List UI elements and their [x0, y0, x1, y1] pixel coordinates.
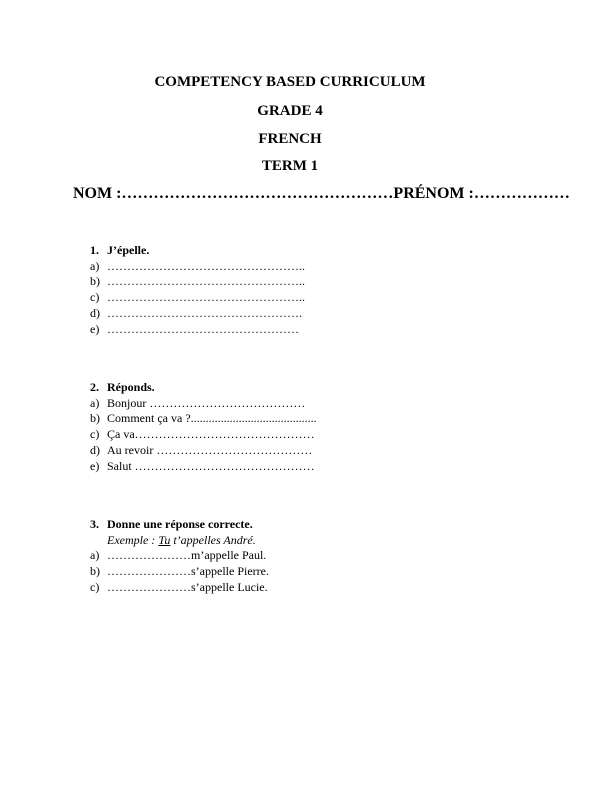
- name-line: NOM :……………………………………………PRÉNOM :………………: [73, 185, 570, 202]
- list-item: [90, 411, 317, 427]
- example-rest: t’appelles André.: [170, 532, 256, 547]
- question-number: 3.: [90, 517, 99, 531]
- list-item: [90, 274, 305, 290]
- item-letter: c): [90, 579, 100, 594]
- question-heading: [90, 380, 317, 396]
- item-text: Au revoir …………………………………: [107, 442, 313, 457]
- item-text: Salut ………………………………………: [107, 458, 315, 473]
- item-letter: e): [90, 321, 100, 336]
- section-3: [90, 517, 269, 596]
- title-curriculum: COMPETENCY BASED CURRICULUM: [154, 74, 426, 90]
- item-text: …………………………………………..: [107, 290, 305, 305]
- section-2: [90, 380, 317, 474]
- title-subject: FRENCH: [258, 131, 322, 147]
- list-item: [90, 548, 269, 564]
- item-text: …………………s’appelle Lucie.: [107, 579, 268, 594]
- question-number: 2.: [90, 380, 99, 394]
- example-underlined-word: Tu: [158, 532, 171, 547]
- example-prefix: Exemple :: [107, 532, 159, 547]
- item-letter: c): [90, 427, 100, 442]
- list-item: [90, 443, 317, 459]
- section-1: [90, 243, 305, 337]
- list-item: [90, 306, 305, 322]
- item-letter: a): [90, 395, 100, 410]
- item-text: …………………m’appelle Paul.: [107, 548, 267, 563]
- question-number: 1.: [90, 243, 99, 257]
- item-letter: e): [90, 458, 100, 473]
- item-text: …………………s’appelle Pierre.: [107, 564, 269, 579]
- question-heading: [90, 517, 269, 533]
- title-term: TERM 1: [261, 158, 319, 174]
- item-text: ………………………………………….: [107, 305, 302, 320]
- list-item: [90, 396, 317, 412]
- item-text: …………………………………………..: [107, 274, 305, 289]
- question-title: Donne une réponse correcte.: [107, 517, 253, 531]
- list-item: [90, 580, 269, 596]
- list-item: [90, 459, 317, 475]
- item-text: Ça va………………………………………: [107, 427, 315, 442]
- item-text: …………………………………………: [107, 321, 299, 336]
- example-line: [90, 533, 269, 549]
- list-item: [90, 322, 305, 338]
- item-letter: b): [90, 274, 100, 289]
- title-grade: GRADE 4: [257, 103, 323, 119]
- question-title: Réponds.: [107, 380, 155, 394]
- item-letter: d): [90, 442, 100, 457]
- item-letter: b): [90, 564, 100, 579]
- item-letter: c): [90, 290, 100, 305]
- item-text: …………………………………………..: [107, 258, 305, 273]
- list-item: [90, 564, 269, 580]
- item-letter: d): [90, 305, 100, 320]
- item-letter: a): [90, 258, 100, 273]
- question-title: J’épelle.: [107, 243, 150, 257]
- question-heading: [90, 243, 305, 259]
- item-letter: b): [90, 411, 100, 426]
- list-item: [90, 290, 305, 306]
- item-letter: a): [90, 548, 100, 563]
- item-text: Comment ça va ?..........................................: [107, 411, 317, 426]
- list-item: [90, 259, 305, 275]
- item-text: Bonjour …………………………………: [107, 395, 306, 410]
- list-item: [90, 427, 317, 443]
